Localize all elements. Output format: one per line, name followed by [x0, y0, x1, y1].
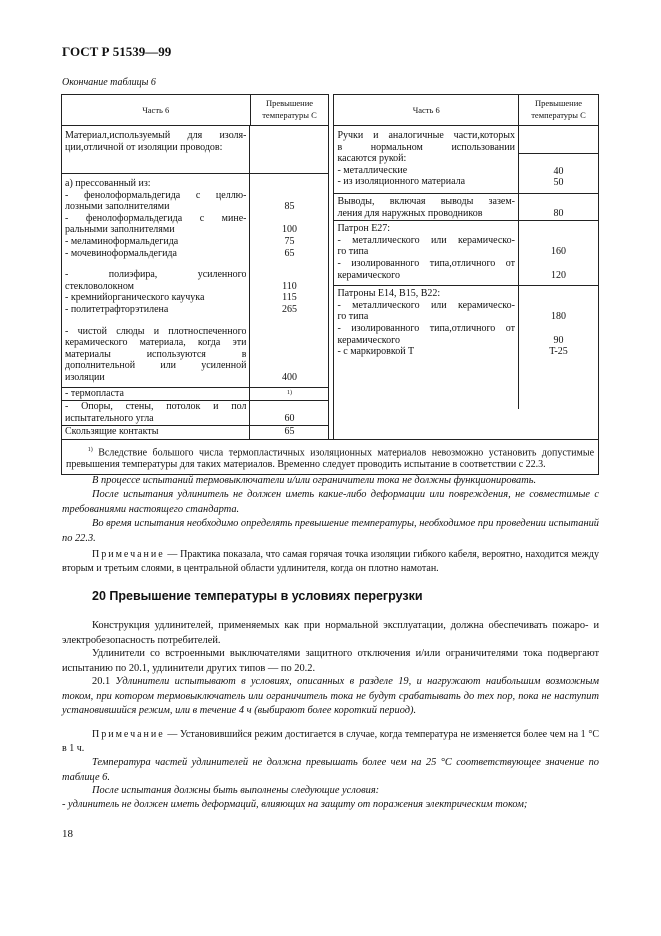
table-row: Ручки и аналогичные части,которых в нормальном использовании касаются рукой: - металлические - из изоляционного материала: [334, 126, 518, 193]
table-caption: Окончание таблицы 6: [62, 77, 156, 88]
section-title: 20 Превышение температуры в условиях перегрузки: [92, 589, 423, 603]
paragraph: Во время испытания необходимо определять превышение температуры, необходимое при проведении испытаний по 22.3.: [62, 518, 599, 544]
left-block: Материал,используемый для изоля- ции,отличной от изоляции проводов: а) прессованный из: - фенолоформальдегида с целлю- лозными заполнителями - фенолоформальдегида с мине- ральными заполнителями - меламиноформальдегида - мочевиноформальдегида - полиэфира, усиленного стекловолокном - кремнийорганического каучука - политетрафторэтилена - чистой слюды и плотноспеченного керамического материала, когда эти материалы используются в дополнительной или усиленной изоляции 85 100 75 65 110 115 265 400 - термопласта 1) - Опоры, стены, потолок и пол испытательного угла 60 Скользящие контакты 65: [62, 126, 329, 440]
table-row: Патрон E27: - металлического или керамическо- го типа - изолированного типа,отличного от керамического: [334, 221, 518, 286]
paragraph: После испытания должны быть выполнены следующие условия:: [92, 785, 380, 796]
right-block: Ручки и аналогичные части,которых в нормальном использовании касаются рукой: - металлические - из изоляционного материала 40 50 Выводы, включая выводы зазем- ления для наружных проводников 80 Патрон E27: - металлического или керамическо- го типа - изолированного типа,отличного от керамического 160 120 Патроны E14, B15, B22: - металлического или керамическо- го типа - изолированного типа,отличного от керамического - с маркировкой T 180 90 T-25: [334, 126, 599, 440]
paragraph: В процессе испытаний термовыключатели и/или ограничители тока не должны функционировать.: [92, 475, 537, 486]
table-row: Выводы, включая выводы зазем- ления для наружных проводников: [334, 193, 518, 220]
table-row: Патроны E14, B15, B22: - металлического или керамическо- го типа - изолированного типа,отличного от керамического - с маркировкой T: [334, 286, 518, 410]
paragraph: Температура частей удлинителей не должна превышать более чем на 25 °С соответствующее значение по таблице 6.: [62, 757, 599, 783]
table-row: - термопласта: [62, 387, 250, 401]
values-column: 85 100 75 65 110 115 265 400: [250, 174, 329, 388]
paragraph: После испытания удлинитель не должен иметь какие-либо деформации или повреждения, не совместимые с требованиями настоящего стандарта.: [62, 489, 599, 515]
paragraph: - удлинитель не должен иметь деформаций, влияющих на защиту от поражения электрическим током;: [62, 799, 528, 810]
paragraph: 20.1 Удлинители испытывают в условиях, описанных в разделе 19, и нагружают наибольшим возможным током, при котором термовыключатель или ограничитель тока не будут срабатывать до тех пор, пока не наступит установившийся режим, или в течение 4 ч (выбирают более короткий период).: [62, 676, 600, 716]
document-header: ГОСТ Р 51539—99: [62, 44, 172, 59]
col-header-excess-right: Превышение температуры С: [519, 95, 599, 126]
paragraph: Удлинители со встроенными выключателями защитного отключения и/или ограничителями тока подвергают испытанию по 20.1, удлинители других типов — по 20.2.: [62, 648, 599, 674]
note: Примечание — Установившийся режим достигается в случае, когда температура не изменяется более чем на 1 °С в 1 ч.: [62, 729, 599, 754]
table-footnote: $^{1)}$ Вследствие большого числа термопластичных изоляционных материалов невозможно установить допустимые превышения температуры для таких материалов. Временно следует проводить испытание в соответствии с 22.3.: [62, 439, 599, 474]
paragraph: Конструкция удлинителей, применяемых как при нормальной эксплуатации, должна обеспечивать пожаро- и электробезопасность потребителей.: [62, 620, 599, 646]
table-row: Скользящие контакты: [62, 426, 250, 439]
table-row: Материал,используемый для изоля- ции,отличной от изоляции проводов:: [62, 126, 250, 174]
table-row: а) прессованный из: - фенолоформальдегида с целлю- лозными заполнителями - фенолоформальдегида с мине- ральными заполнителями - меламиноформальдегида - мочевиноформальдегида - полиэфира, усиленного стекловолокном - кремнийорганического каучука - политетрафторэтилена - чистой слюды и плотноспеченного керамического материала, когда эти материалы используются в дополнительной или усиленной изоляции: [62, 174, 250, 388]
temperature-table: [61, 94, 599, 475]
col-header-part-right: Часть 6: [334, 95, 519, 126]
page-number: 18: [62, 828, 73, 840]
table-row: - Опоры, стены, потолок и пол испытательного угла: [62, 401, 250, 426]
col-header-excess-left: Превышение температуры С: [250, 95, 329, 126]
col-header-part-left: Часть 6: [62, 95, 251, 126]
note: Примечание — Практика показала, что самая горячая точка изоляции гибкого кабеля, вероятно, находится между вторым и третьим слоями, в центральной области удлинителя, когда он плотно намотан.: [62, 549, 599, 574]
